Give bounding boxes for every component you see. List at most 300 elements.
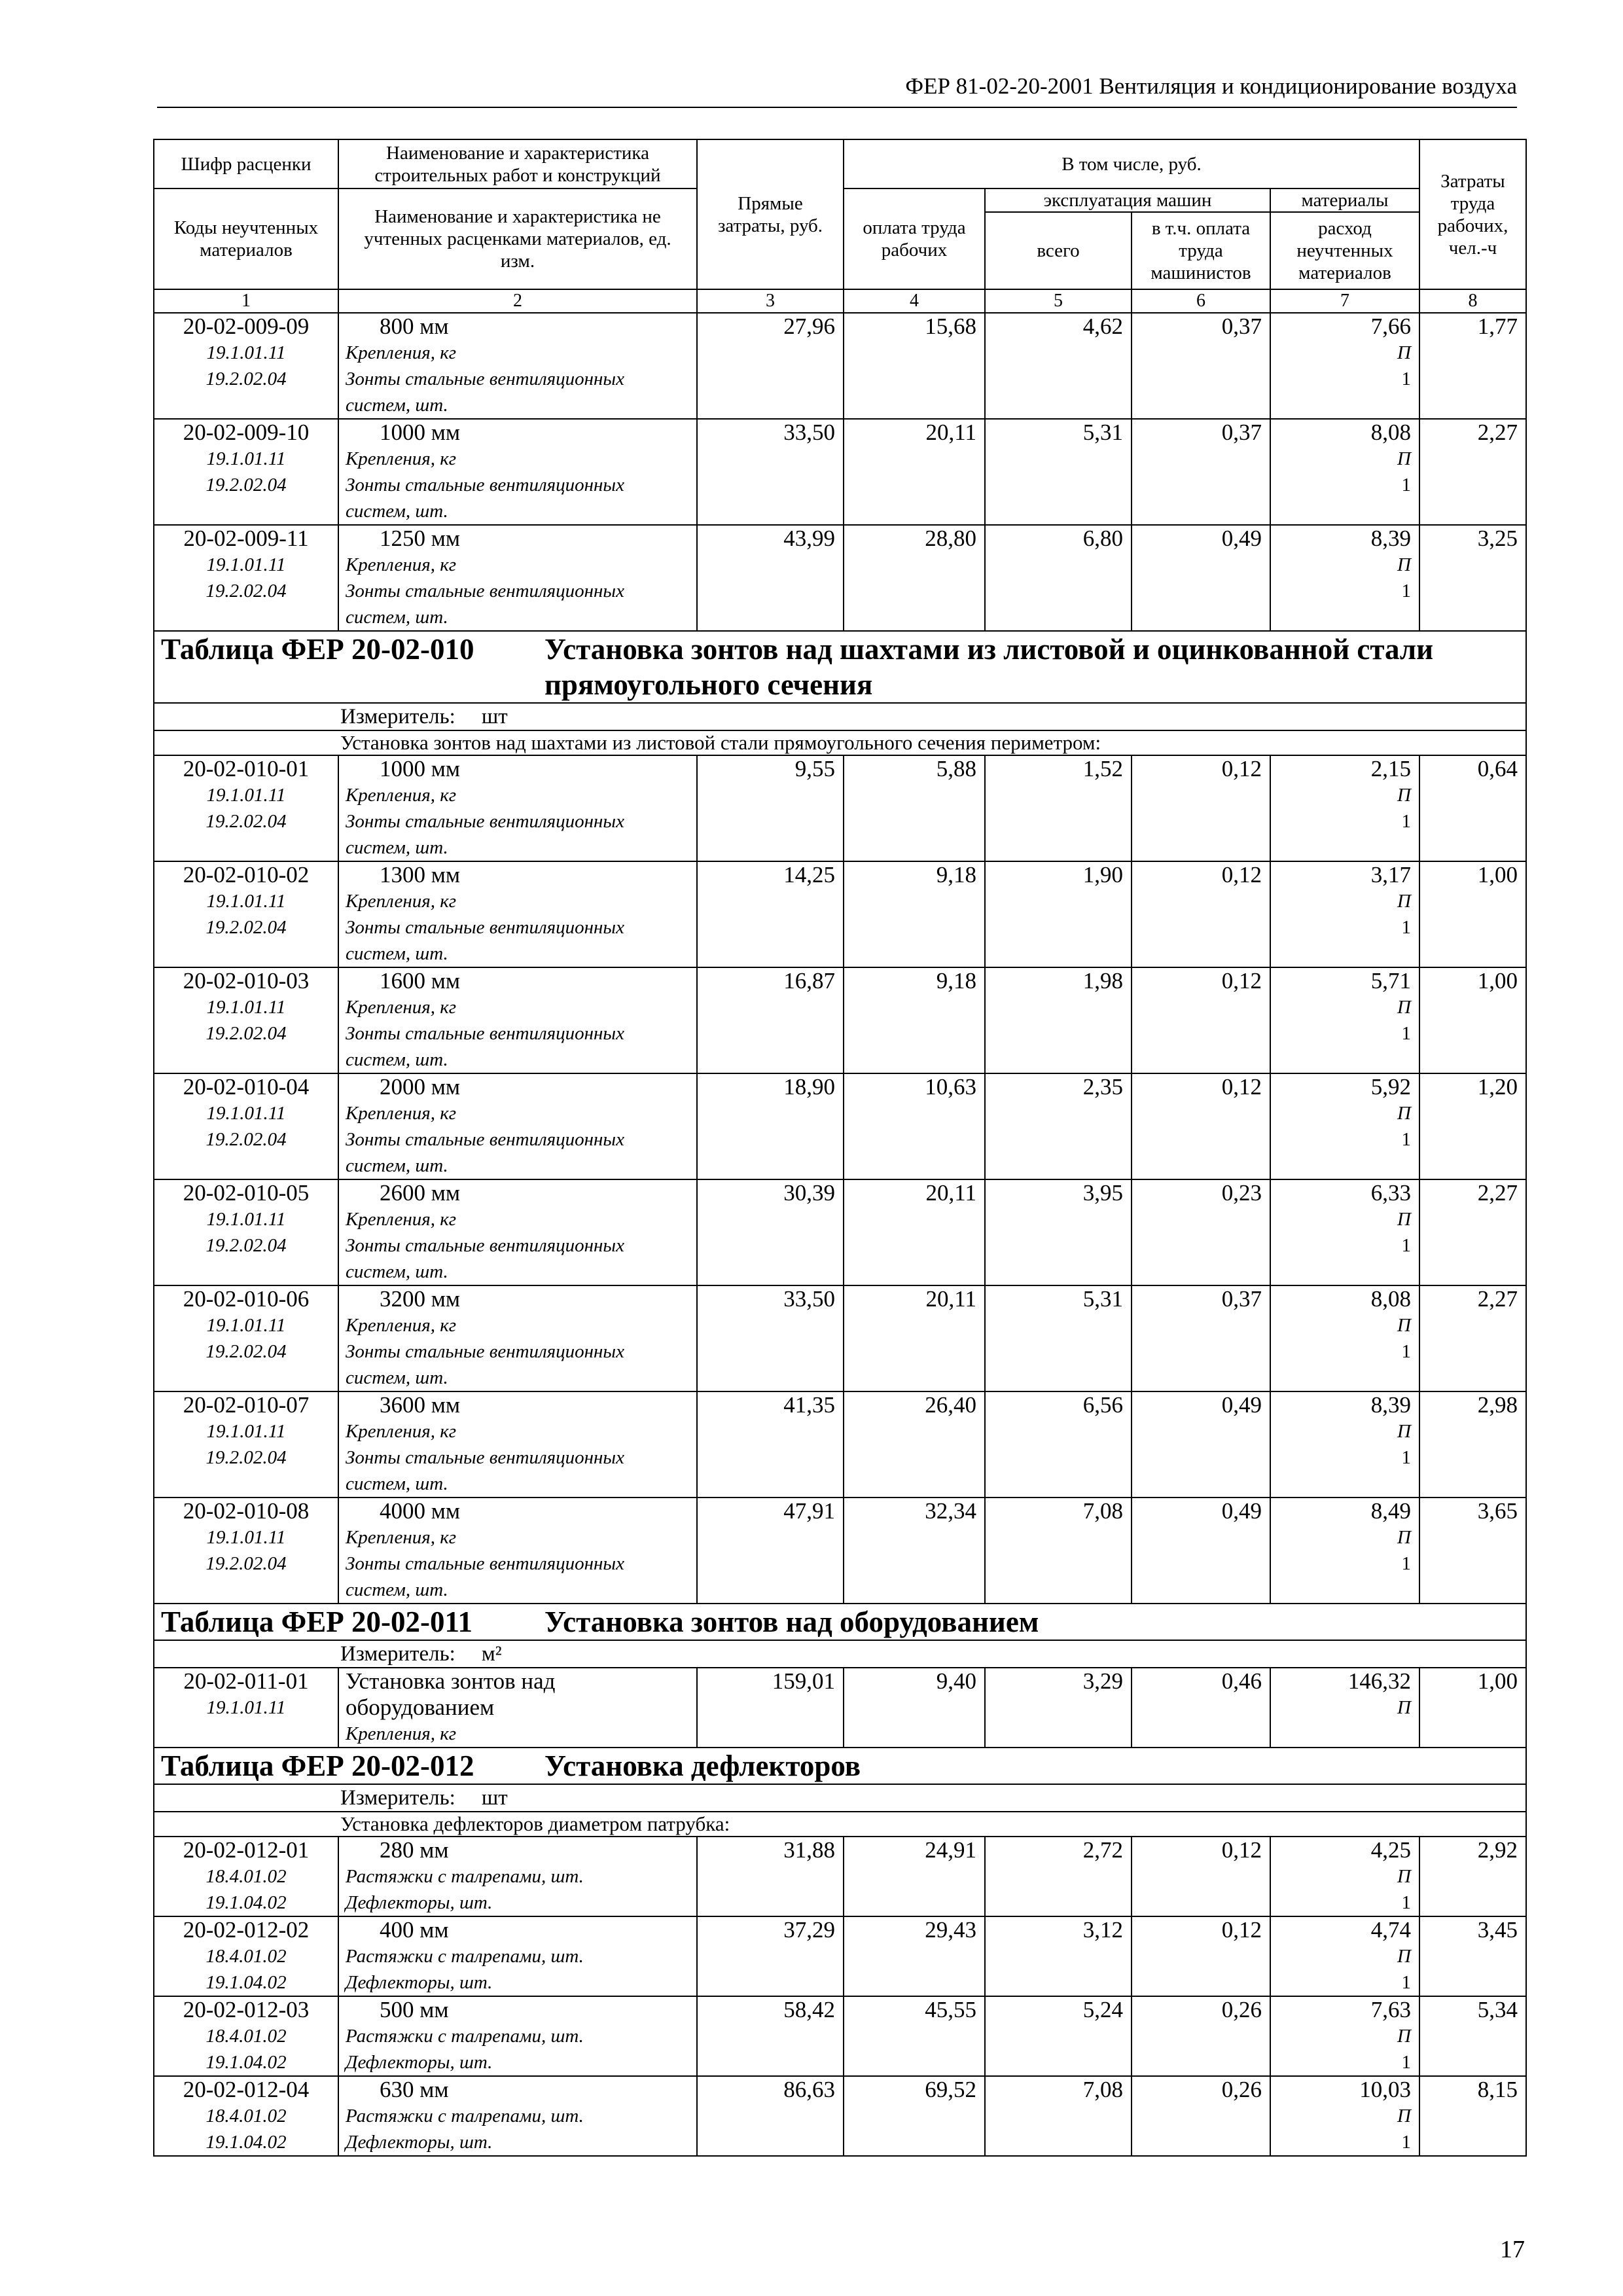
rate-code-cell	[154, 1285, 338, 1391]
rate-name-cell	[338, 1179, 697, 1285]
direct-cost: 33,50	[783, 420, 835, 445]
machinists-pay-cell	[1132, 1391, 1270, 1498]
material-code: 19.2.02.04	[205, 1023, 287, 1044]
materials-cell	[1270, 861, 1419, 967]
machines-total: 2,35	[1082, 1074, 1123, 1100]
material-code: 19.1.01.11	[206, 1527, 286, 1548]
machinists-pay: 0,12	[1221, 1074, 1262, 1100]
material-name: Зонты стальные вентиляционных систем, шт.	[346, 1235, 624, 1282]
machinists-pay: 0,49	[1221, 1392, 1262, 1418]
material-name: Дефлекторы, шт.	[346, 2052, 493, 2073]
machinists-pay: 0,49	[1221, 526, 1262, 551]
materials-cost: 146,32	[1347, 1668, 1411, 1694]
material-consumption: 1	[1401, 2132, 1411, 2153]
labor-pay: 32,34	[925, 1498, 976, 1524]
section-intro-row	[154, 1812, 1526, 1837]
material-code: 19.1.01.11	[206, 997, 286, 1018]
material-code: 18.4.01.02	[205, 1946, 287, 1967]
rate-name-cell	[338, 313, 697, 419]
labor-hours: 5,34	[1477, 1997, 1518, 2022]
rates-table	[153, 139, 1527, 2157]
material-name: Крепления, кг	[346, 1209, 457, 1230]
direct-cost-cell	[697, 1668, 844, 1748]
rate-code-cell	[154, 1996, 338, 2076]
materials-cost: 7,66	[1370, 314, 1411, 339]
material-name: Крепления, кг	[346, 997, 457, 1018]
labor-hours-cell	[1419, 1498, 1526, 1604]
direct-cost: 27,96	[783, 314, 835, 339]
direct-cost-cell	[697, 1179, 844, 1285]
direct-cost: 30,39	[783, 1180, 835, 1206]
rate-name: 400 мм	[380, 1917, 449, 1943]
rate-code-cell	[154, 419, 338, 525]
material-consumption: 1	[1401, 368, 1411, 389]
machines-total: 5,24	[1082, 1997, 1123, 2022]
rate-name-cell	[338, 1837, 697, 1916]
direct-cost-cell	[697, 1073, 844, 1179]
rate-code: 20-02-009-11	[183, 526, 309, 551]
rate-name: 800 мм	[380, 314, 449, 339]
labor-hours: 3,65	[1477, 1498, 1518, 1524]
material-consumption: 1	[1401, 1892, 1411, 1913]
machinists-pay-cell	[1132, 1179, 1270, 1285]
material-name: Растяжки с талрепами, шт.	[346, 1946, 584, 1967]
labor-hours-cell	[1419, 313, 1526, 419]
material-consumption: 1	[1401, 1235, 1411, 1256]
machinists-pay-cell	[1132, 967, 1270, 1073]
labor-pay: 15,68	[925, 314, 976, 339]
material-consumption: П	[1397, 1946, 1411, 1967]
materials-cost: 8,39	[1370, 1392, 1411, 1418]
section-title-cell	[154, 1604, 1526, 1640]
labor-pay-cell	[844, 1179, 985, 1285]
col-labor-pay-header: оплата труда рабочих	[844, 188, 985, 289]
material-code: 19.1.01.11	[206, 1315, 286, 1336]
direct-cost-cell	[697, 1498, 844, 1604]
material-name: Зонты стальные вентиляционных систем, шт.	[346, 1129, 624, 1176]
rate-code-cell	[154, 1073, 338, 1179]
material-code: 19.2.02.04	[205, 475, 287, 495]
labor-pay-cell	[844, 1498, 985, 1604]
labor-pay: 10,63	[925, 1074, 976, 1100]
material-name: Крепления, кг	[346, 891, 457, 912]
machinists-pay-cell	[1132, 1498, 1270, 1604]
machinists-pay-cell	[1132, 525, 1270, 631]
labor-pay: 26,40	[925, 1392, 976, 1418]
labor-pay: 69,52	[925, 2077, 976, 2102]
materials-cost: 2,15	[1370, 756, 1411, 781]
labor-pay-cell	[844, 1996, 985, 2076]
section-meter-row	[154, 1640, 1526, 1668]
machines-total: 4,62	[1082, 314, 1123, 339]
material-code: 19.2.02.04	[205, 917, 287, 938]
material-code: 19.1.01.11	[206, 1209, 286, 1230]
labor-hours-cell	[1419, 2076, 1526, 2156]
material-code: 19.2.02.04	[205, 1235, 287, 1256]
material-consumption: П	[1397, 2026, 1411, 2047]
rate-name: 630 мм	[380, 2077, 449, 2102]
material-consumption: П	[1397, 1421, 1411, 1442]
meter-label: Измеритель:	[340, 1642, 455, 1666]
machines-total: 7,08	[1082, 1498, 1123, 1524]
direct-cost: 58,42	[783, 1997, 835, 2022]
rate-name-cell	[338, 1073, 697, 1179]
rate-code: 20-02-012-02	[183, 1917, 310, 1943]
machines-total-cell	[985, 1498, 1132, 1604]
material-name: Растяжки с талрепами, шт.	[346, 1866, 584, 1887]
machines-total: 2,72	[1082, 1837, 1123, 1863]
direct-cost-cell	[697, 1391, 844, 1498]
rate-row	[154, 1073, 1526, 1179]
direct-cost: 31,88	[783, 1837, 835, 1863]
rate-code-cell	[154, 967, 338, 1073]
materials-cost: 3,17	[1370, 862, 1411, 888]
machines-total-cell	[985, 1837, 1132, 1916]
material-name: Растяжки с талрепами, шт.	[346, 2106, 584, 2126]
labor-hours: 1,00	[1477, 862, 1518, 888]
machinists-pay-cell	[1132, 1916, 1270, 1996]
direct-cost-cell	[697, 861, 844, 967]
rate-code: 20-02-012-03	[183, 1997, 310, 2022]
col-codes-header: Коды неучтенных материалов	[154, 188, 338, 289]
materials-cost: 8,08	[1370, 420, 1411, 445]
direct-cost: 33,50	[783, 1286, 835, 1312]
material-name: Крепления, кг	[346, 448, 457, 469]
labor-pay: 24,91	[925, 1837, 976, 1863]
meter-cell	[154, 1784, 1526, 1812]
machinists-pay: 0,23	[1221, 1180, 1262, 1206]
rate-name-cell	[338, 1668, 697, 1748]
rate-name-cell	[338, 755, 697, 861]
materials-cost: 8,49	[1370, 1498, 1411, 1524]
materials-cost: 8,39	[1370, 526, 1411, 551]
col-number: 2	[338, 289, 697, 313]
material-consumption: П	[1397, 554, 1411, 575]
table-header	[154, 139, 1526, 313]
machinists-pay-cell	[1132, 1668, 1270, 1748]
rate-row	[154, 1285, 1526, 1391]
material-consumption: П	[1397, 1103, 1411, 1124]
rate-code-cell	[154, 1837, 338, 1916]
section-intro: Установка зонтов над шахтами из листовой стали прямоугольного сечения периметром:	[154, 730, 1526, 755]
labor-hours-cell	[1419, 1996, 1526, 2076]
rate-code: 20-02-011-01	[183, 1668, 309, 1694]
machinists-pay-cell	[1132, 313, 1270, 419]
section-meter-row	[154, 703, 1526, 730]
col-labor-cost-header: Затраты труда рабочих, чел.-ч	[1419, 139, 1526, 289]
labor-hours: 8,15	[1477, 2077, 1518, 2102]
rate-name-cell	[338, 525, 697, 631]
material-name: Крепления, кг	[346, 1421, 457, 1442]
rate-row	[154, 2076, 1526, 2156]
col-number: 1	[154, 289, 338, 313]
rate-code: 20-02-010-06	[183, 1286, 310, 1312]
rate-row	[154, 1391, 1526, 1498]
material-code: 19.1.01.11	[206, 448, 286, 469]
machinists-pay-cell	[1132, 1285, 1270, 1391]
section-intro: Установка дефлекторов диаметром патрубка:	[154, 1812, 1526, 1837]
rate-code: 20-02-010-07	[183, 1392, 310, 1418]
material-consumption: П	[1397, 2106, 1411, 2126]
material-code: 19.2.02.04	[205, 811, 287, 832]
machinists-pay: 0,12	[1221, 968, 1262, 994]
rate-code: 20-02-010-08	[183, 1498, 310, 1524]
section-table-name: Установка зонтов над шахтами из листовой и оцинкованной стали прямоугольного сечения	[544, 633, 1434, 701]
materials-cell	[1270, 1073, 1419, 1179]
rate-code-cell	[154, 313, 338, 419]
materials-cell	[1270, 1285, 1419, 1391]
machinists-pay-cell	[1132, 1073, 1270, 1179]
machinists-pay-cell	[1132, 861, 1270, 967]
machines-total-cell	[985, 755, 1132, 861]
machinists-pay-cell	[1132, 1837, 1270, 1916]
materials-cell	[1270, 1391, 1419, 1498]
material-name: Крепления, кг	[346, 1315, 457, 1336]
machinists-pay: 0,49	[1221, 1498, 1262, 1524]
materials-cell	[1270, 525, 1419, 631]
machines-total-cell	[985, 2076, 1132, 2156]
machines-total-cell	[985, 1391, 1132, 1498]
col-cipher-header: Шифр расценки	[154, 139, 338, 188]
labor-pay: 9,18	[936, 968, 976, 994]
rate-code-cell	[154, 1916, 338, 1996]
labor-hours: 2,98	[1477, 1392, 1518, 1418]
col-direct-header: Прямые затраты, руб.	[697, 139, 844, 289]
rate-name: 3200 мм	[380, 1286, 461, 1312]
labor-hours-cell	[1419, 755, 1526, 861]
labor-pay-cell	[844, 1837, 985, 1916]
machinists-pay: 0,37	[1221, 1286, 1262, 1312]
materials-cell	[1270, 2076, 1419, 2156]
rate-name-cell	[338, 861, 697, 967]
direct-cost-cell	[697, 755, 844, 861]
labor-pay: 20,11	[925, 1180, 976, 1206]
col-including-header: В том числе, руб.	[844, 139, 1419, 188]
material-code: 19.2.02.04	[205, 1129, 287, 1150]
labor-hours-cell	[1419, 1916, 1526, 1996]
machinists-pay: 0,12	[1221, 1917, 1262, 1943]
material-code: 19.1.01.11	[206, 891, 286, 912]
section-table-number: Таблица ФЕР 20-02-010	[161, 633, 474, 666]
rate-row	[154, 1916, 1526, 1996]
section-table-number: Таблица ФЕР 20-02-012	[161, 1749, 474, 1782]
labor-hours: 3,25	[1477, 526, 1518, 551]
material-name: Растяжки с талрепами, шт.	[346, 2026, 584, 2047]
rate-row	[154, 419, 1526, 525]
rate-code: 20-02-010-03	[183, 968, 310, 994]
col-number: 5	[985, 289, 1132, 313]
rate-name: 3600 мм	[380, 1392, 461, 1418]
materials-cost: 5,71	[1370, 968, 1411, 994]
materials-cell	[1270, 419, 1419, 525]
section-table-name: Установка дефлекторов	[544, 1749, 861, 1782]
materials-cost: 4,74	[1370, 1917, 1411, 1943]
materials-cell	[1270, 1668, 1419, 1748]
machinists-pay: 0,12	[1221, 756, 1262, 781]
labor-pay-cell	[844, 2076, 985, 2156]
direct-cost-cell	[697, 1996, 844, 2076]
material-name: Крепления, кг	[346, 1723, 457, 1744]
labor-hours: 2,92	[1477, 1837, 1518, 1863]
materials-cell	[1270, 313, 1419, 419]
material-name: Дефлекторы, шт.	[346, 1972, 493, 1993]
machines-total: 3,12	[1082, 1917, 1123, 1943]
rate-code: 20-02-009-10	[183, 420, 310, 445]
material-consumption: П	[1397, 1209, 1411, 1230]
col-unaccounted-names-header: Наименование и характеристика не учтенных расценками материалов, ед. изм.	[338, 188, 697, 289]
direct-cost-cell	[697, 967, 844, 1073]
rate-code: 20-02-010-04	[183, 1074, 310, 1100]
labor-pay: 9,40	[936, 1668, 976, 1694]
direct-cost: 86,63	[783, 2077, 835, 2102]
material-name: Зонты стальные вентиляционных систем, шт.	[346, 1553, 624, 1600]
table-section-title	[154, 1748, 1526, 1784]
section-table-name: Установка зонтов над оборудованием	[544, 1605, 1039, 1638]
materials-cost: 6,33	[1370, 1180, 1411, 1206]
labor-hours-cell	[1419, 525, 1526, 631]
material-consumption: 1	[1401, 1129, 1411, 1150]
material-name: Зонты стальные вентиляционных систем, шт.	[346, 1341, 624, 1388]
rate-name: 2600 мм	[380, 1180, 461, 1206]
direct-cost: 47,91	[783, 1498, 835, 1524]
labor-pay: 20,11	[925, 1286, 976, 1312]
labor-pay-cell	[844, 967, 985, 1073]
labor-hours-cell	[1419, 1179, 1526, 1285]
col-machinists-pay-header: в т.ч. оплата труда машинистов	[1132, 212, 1270, 289]
direct-cost: 43,99	[783, 526, 835, 551]
direct-cost: 37,29	[783, 1917, 835, 1943]
rate-code-cell	[154, 861, 338, 967]
labor-pay-cell	[844, 1916, 985, 1996]
materials-cell	[1270, 1179, 1419, 1285]
machines-total-cell	[985, 313, 1132, 419]
col-number: 7	[1270, 289, 1419, 313]
rate-row	[154, 1837, 1526, 1916]
material-code: 19.1.01.11	[206, 1697, 286, 1718]
section-table-number: Таблица ФЕР 20-02-011	[161, 1605, 473, 1638]
material-code: 18.4.01.02	[205, 1866, 287, 1887]
rate-row	[154, 967, 1526, 1073]
labor-hours: 1,00	[1477, 1668, 1518, 1694]
rate-code-cell	[154, 525, 338, 631]
material-consumption: П	[1397, 891, 1411, 912]
labor-pay-cell	[844, 1668, 985, 1748]
machines-total: 1,52	[1082, 756, 1123, 781]
rate-row	[154, 1996, 1526, 2076]
labor-hours: 2,27	[1477, 1286, 1518, 1312]
rate-name: 4000 мм	[380, 1498, 461, 1524]
direct-cost-cell	[697, 525, 844, 631]
labor-pay: 28,80	[925, 526, 976, 551]
machinists-pay-cell	[1132, 755, 1270, 861]
material-name: Дефлекторы, шт.	[346, 2132, 493, 2153]
material-consumption: П	[1397, 1315, 1411, 1336]
machines-total: 1,90	[1082, 862, 1123, 888]
machinists-pay: 0,12	[1221, 862, 1262, 888]
machines-total: 3,29	[1082, 1668, 1123, 1694]
material-name: Крепления, кг	[346, 342, 457, 363]
materials-cell	[1270, 1996, 1419, 2076]
material-code: 19.1.01.11	[206, 554, 286, 575]
material-consumption: 1	[1401, 581, 1411, 601]
material-consumption: П	[1397, 1527, 1411, 1548]
material-code: 19.1.01.11	[206, 785, 286, 806]
meter-unit: шт	[481, 1786, 508, 1810]
col-materials-header: материалы	[1270, 188, 1419, 212]
labor-pay-cell	[844, 419, 985, 525]
labor-hours: 3,45	[1477, 1917, 1518, 1943]
labor-pay-cell	[844, 861, 985, 967]
meter-label: Измеритель:	[340, 705, 455, 728]
material-name: Зонты стальные вентиляционных систем, шт.	[346, 1447, 624, 1494]
table-body	[154, 313, 1526, 2156]
meter-cell	[154, 1640, 1526, 1668]
material-name: Крепления, кг	[346, 1527, 457, 1548]
labor-hours-cell	[1419, 1073, 1526, 1179]
machines-total-cell	[985, 419, 1132, 525]
materials-cell	[1270, 1916, 1419, 1996]
rate-name: Установка зонтов над оборудованием	[346, 1668, 556, 1720]
machines-total-cell	[985, 967, 1132, 1073]
materials-cost: 4,25	[1370, 1837, 1411, 1863]
rate-code: 20-02-010-01	[183, 756, 310, 781]
material-consumption: П	[1397, 997, 1411, 1018]
material-code: 19.1.04.02	[205, 1892, 287, 1913]
rate-name: 2000 мм	[380, 1074, 461, 1100]
rate-code: 20-02-010-05	[183, 1180, 310, 1206]
machinists-pay: 0,12	[1221, 1837, 1262, 1863]
rate-name-cell	[338, 1391, 697, 1498]
direct-cost-cell	[697, 419, 844, 525]
material-code: 19.2.02.04	[205, 581, 287, 601]
machines-total: 7,08	[1082, 2077, 1123, 2102]
rate-name-cell	[338, 1916, 697, 1996]
machines-total-cell	[985, 1916, 1132, 1996]
labor-hours: 1,20	[1477, 1074, 1518, 1100]
direct-cost: 14,25	[783, 862, 835, 888]
direct-cost: 41,35	[783, 1392, 835, 1418]
meter-label: Измеритель:	[340, 1786, 455, 1810]
material-consumption: П	[1397, 448, 1411, 469]
rate-name-cell	[338, 1498, 697, 1604]
direct-cost-cell	[697, 313, 844, 419]
material-name: Крепления, кг	[346, 785, 457, 806]
rate-row	[154, 525, 1526, 631]
rate-code-cell	[154, 1668, 338, 1748]
machines-total-cell	[985, 1179, 1132, 1285]
labor-hours: 2,27	[1477, 420, 1518, 445]
machines-total-cell	[985, 525, 1132, 631]
section-meter-row	[154, 1784, 1526, 1812]
materials-cost: 7,63	[1370, 1997, 1411, 2022]
machinists-pay-cell	[1132, 419, 1270, 525]
material-consumption: 1	[1401, 811, 1411, 832]
labor-pay-cell	[844, 1285, 985, 1391]
rate-code-cell	[154, 1179, 338, 1285]
material-consumption: 1	[1401, 1447, 1411, 1468]
col-number: 4	[844, 289, 985, 313]
material-code: 19.1.04.02	[205, 2052, 287, 2073]
direct-cost-cell	[697, 1916, 844, 1996]
direct-cost: 18,90	[783, 1074, 835, 1100]
table-section-title	[154, 631, 1526, 703]
labor-hours-cell	[1419, 1837, 1526, 1916]
machinists-pay-cell	[1132, 2076, 1270, 2156]
rate-row	[154, 755, 1526, 861]
col-machines-header: эксплуатация машин	[985, 188, 1270, 212]
rate-name-cell	[338, 967, 697, 1073]
material-code: 19.1.01.11	[206, 1421, 286, 1442]
